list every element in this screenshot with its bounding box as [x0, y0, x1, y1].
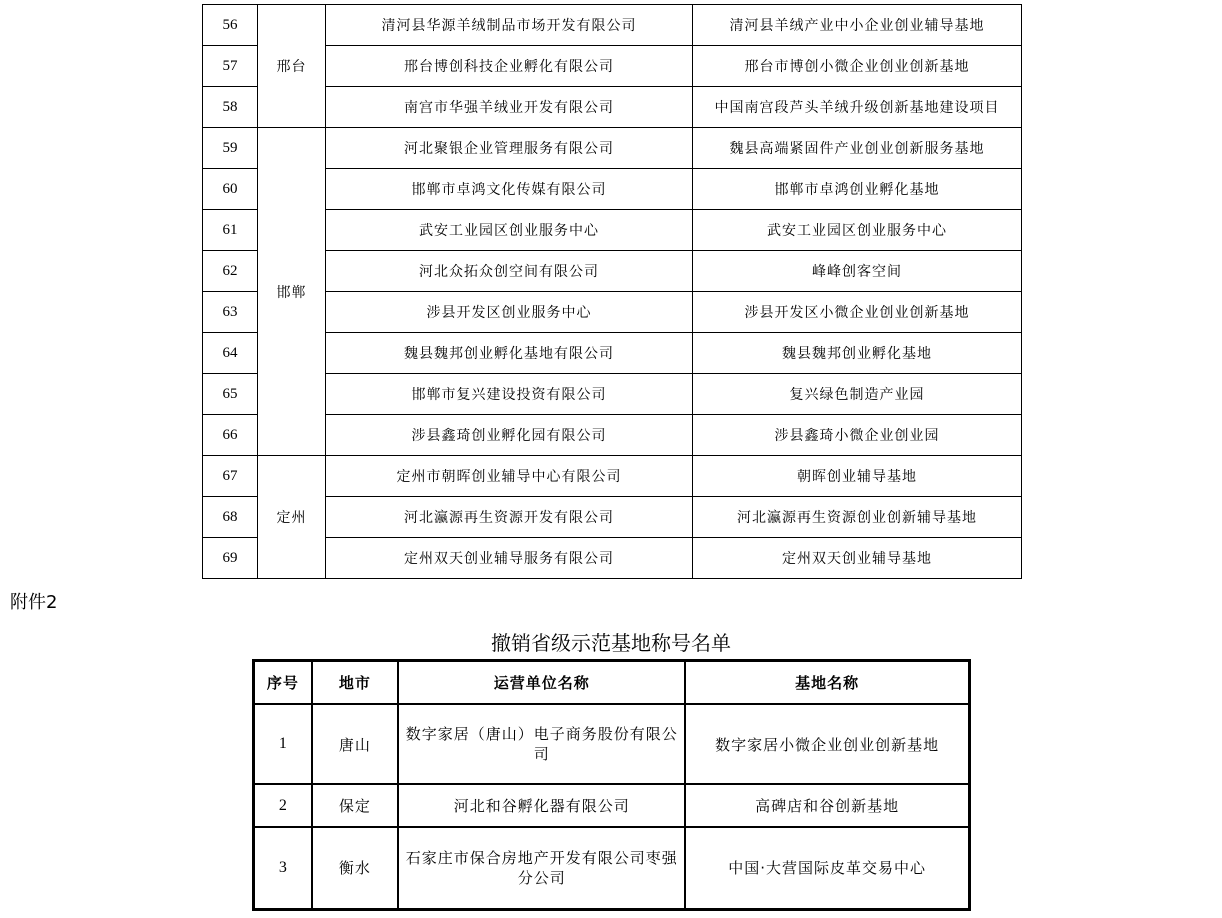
row-number: 2 — [254, 784, 312, 827]
table-row — [203, 538, 1022, 579]
table-row — [203, 333, 1022, 374]
base-cell: 中国·大营国际皮革交易中心 — [685, 827, 969, 909]
row-number: 64 — [203, 333, 258, 374]
base-cell: 涉县开发区小微企业创业创新基地 — [693, 292, 1022, 333]
row-number: 65 — [203, 374, 258, 415]
table-row — [254, 827, 970, 909]
table-row — [203, 456, 1022, 497]
row-number: 56 — [203, 5, 258, 46]
base-list-table — [202, 4, 1022, 579]
company-cell: 河北聚银企业管理服务有限公司 — [326, 128, 693, 169]
company-cell: 清河县华源羊绒制品市场开发有限公司 — [326, 5, 693, 46]
table-row — [203, 374, 1022, 415]
header-base: 基地名称 — [685, 661, 969, 705]
row-number: 3 — [254, 827, 312, 909]
base-cell: 魏县魏邦创业孵化基地 — [693, 333, 1022, 374]
header-number: 序号 — [254, 661, 312, 705]
row-number: 63 — [203, 292, 258, 333]
revocation-list-title: 撤销省级示范基地称号名单 — [491, 631, 731, 655]
company-cell: 河北瀛源再生资源开发有限公司 — [326, 497, 693, 538]
company-cell: 数字家居（唐山）电子商务股份有限公司 — [398, 704, 685, 784]
row-number: 59 — [203, 128, 258, 169]
base-cell: 复兴绿色制造产业园 — [693, 374, 1022, 415]
row-number: 66 — [203, 415, 258, 456]
company-cell: 石家庄市保合房地产开发有限公司枣强分公司 — [398, 827, 685, 909]
city-cell: 邯郸 — [258, 128, 326, 456]
base-cell: 涉县鑫琦小微企业创业园 — [693, 415, 1022, 456]
base-cell: 定州双天创业辅导基地 — [693, 538, 1022, 579]
base-cell: 朝晖创业辅导基地 — [693, 456, 1022, 497]
city-cell: 定州 — [258, 456, 326, 579]
base-cell: 河北瀛源再生资源创业创新辅导基地 — [693, 497, 1022, 538]
base-cell: 武安工业园区创业服务中心 — [693, 210, 1022, 251]
row-number: 57 — [203, 46, 258, 87]
company-cell: 邯郸市复兴建设投资有限公司 — [326, 374, 693, 415]
base-cell: 高碑店和谷创新基地 — [685, 784, 969, 827]
table-row — [203, 5, 1022, 46]
company-cell: 南宫市华强羊绒业开发有限公司 — [326, 87, 693, 128]
row-number: 58 — [203, 87, 258, 128]
table-header-row — [254, 661, 970, 705]
row-number: 61 — [203, 210, 258, 251]
table-row — [254, 784, 970, 827]
company-cell: 河北和谷孵化器有限公司 — [398, 784, 685, 827]
company-cell: 定州市朝晖创业辅导中心有限公司 — [326, 456, 693, 497]
company-cell: 定州双天创业辅导服务有限公司 — [326, 538, 693, 579]
revocation-table — [252, 659, 971, 911]
base-cell: 魏县高端紧固件产业创业创新服务基地 — [693, 128, 1022, 169]
company-cell: 邢台博创科技企业孵化有限公司 — [326, 46, 693, 87]
table-row — [203, 415, 1022, 456]
header-company: 运营单位名称 — [398, 661, 685, 705]
company-cell: 邯郸市卓鸿文化传媒有限公司 — [326, 169, 693, 210]
company-cell: 武安工业园区创业服务中心 — [326, 210, 693, 251]
row-number: 69 — [203, 538, 258, 579]
table-row — [203, 87, 1022, 128]
base-cell: 数字家居小微企业创业创新基地 — [685, 704, 969, 784]
row-number: 68 — [203, 497, 258, 538]
base-cell: 清河县羊绒产业中小企业创业辅导基地 — [693, 5, 1022, 46]
base-cell: 中国南宫段芦头羊绒升级创新基地建设项目 — [693, 87, 1022, 128]
table-row — [203, 292, 1022, 333]
base-cell: 邯郸市卓鸿创业孵化基地 — [693, 169, 1022, 210]
city-cell: 唐山 — [312, 704, 398, 784]
table-row — [254, 704, 970, 784]
base-cell: 邢台市博创小微企业创业创新基地 — [693, 46, 1022, 87]
table-row — [203, 497, 1022, 538]
company-cell: 魏县魏邦创业孵化基地有限公司 — [326, 333, 693, 374]
city-cell: 保定 — [312, 784, 398, 827]
row-number: 62 — [203, 251, 258, 292]
company-cell: 涉县鑫琦创业孵化园有限公司 — [326, 415, 693, 456]
attachment-label: 附件2 — [10, 592, 58, 613]
city-cell: 邢台 — [258, 5, 326, 128]
header-city: 地市 — [312, 661, 398, 705]
table-row — [203, 128, 1022, 169]
table-row — [203, 169, 1022, 210]
row-number: 1 — [254, 704, 312, 784]
table-row — [203, 210, 1022, 251]
city-cell: 衡水 — [312, 827, 398, 909]
company-cell: 河北众拓众创空间有限公司 — [326, 251, 693, 292]
company-cell: 涉县开发区创业服务中心 — [326, 292, 693, 333]
base-cell: 峰峰创客空间 — [693, 251, 1022, 292]
row-number: 67 — [203, 456, 258, 497]
table-row — [203, 46, 1022, 87]
table-row — [203, 251, 1022, 292]
row-number: 60 — [203, 169, 258, 210]
